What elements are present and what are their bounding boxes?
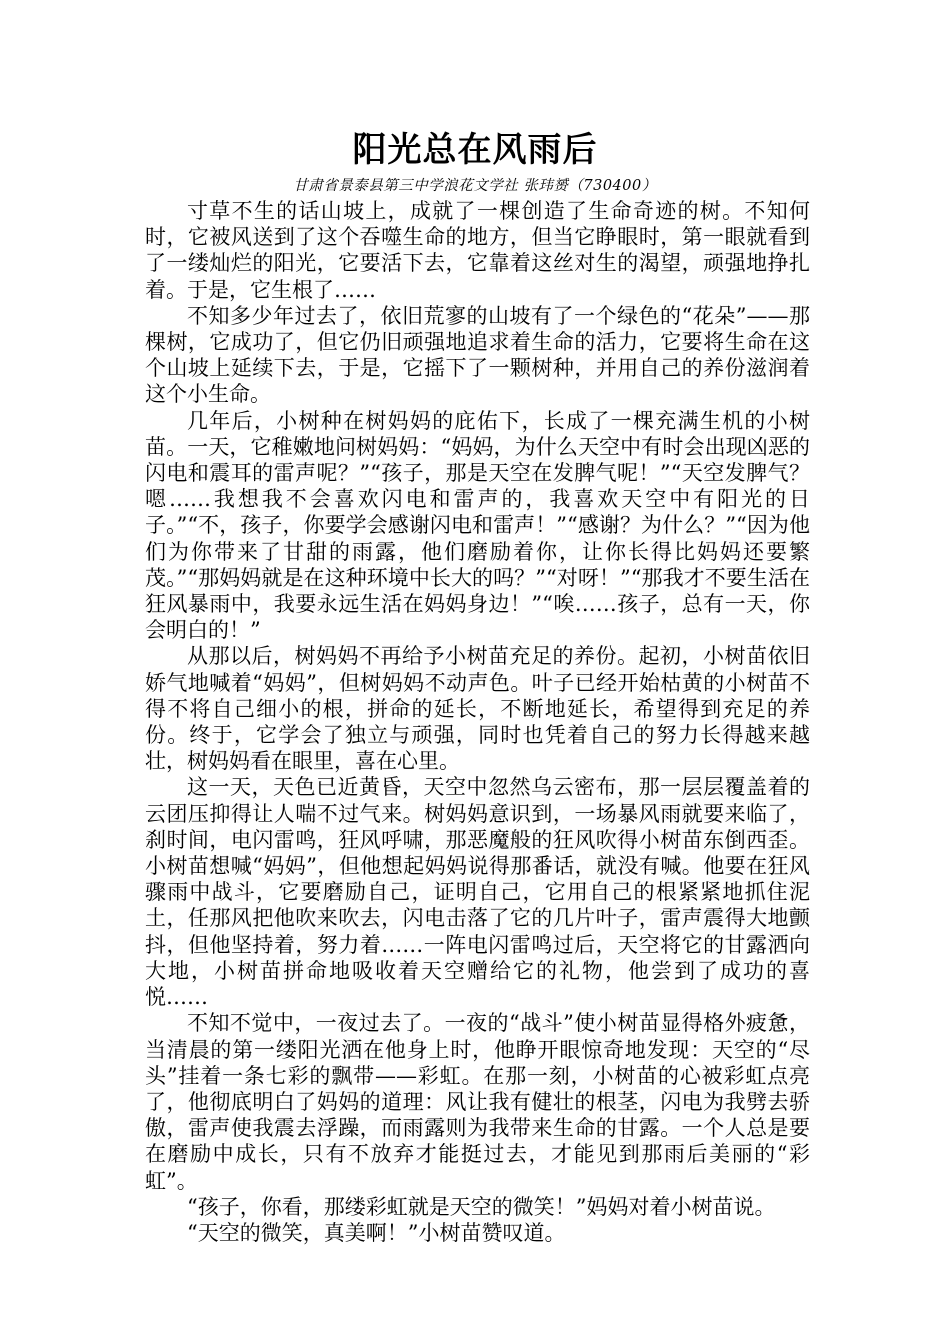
paragraph: “孩子，你看，那缕彩虹就是天空的微笑！”妈妈对着小树苗说。 (187, 1194, 776, 1219)
paragraph: 不知不觉中，一夜过去了。一夜的“战斗”使小树苗显得格外疲惫，当清晨的第一缕阳光洒在他身上时，他睁开眼惊奇地发现：天空的“尽头”挂着一条七彩的飘带——彩虹。在那一刻，小树苗的心被彩虹点亮了，他彻底明白了妈妈的道理：风让我有健壮的根茎，闪电为我劈去骄傲，雷声使我震去浮躁，而雨露则为我带来生命的甘露。一个人总是要在磨励中成长，只有不放弃才能挺过去，才能见到那雨后美丽的“彩虹”。 (145, 1011, 810, 1193)
paragraph: 寸草不生的话山坡上，成就了一棵创造了生命奇迹的树。不知何时，它被风送到了这个吞噬生命的地方，但当它睁眼时，第一眼就看到了一缕灿烂的阳光，它要活下去，它靠着这丝对生的渴望，顽强地挣扎着。于是，它生根了…… (145, 199, 810, 302)
paragraph: 从那以后，树妈妈不再给予小树苗充足的养份。起初，小树苗依旧娇气地喊着“妈妈”，但树妈妈不动声色。叶子已经开始枯黄的小树苗不得不将自己细小的根，拼命的延长，不断地延长，希望得到充足的养份。终于，它学会了独立与顽强，同时也凭着自己的努力长得越来越壮，树妈妈看在眼里，喜在心里。 (145, 644, 810, 774)
paragraph: 几年后，小树种在树妈妈的庇佑下，长成了一棵充满生机的小树苗。一天，它稚嫩地问树妈妈：“妈妈，为什么天空中有时会出现凶恶的闪电和震耳的雷声呢？”“孩子，那是天空在发脾气呢！”“天空发脾气？嗯……我想我不会喜欢闪电和雷声的，我喜欢天空中有阳光的日子。”“不，孩子，你要学会感谢闪电和雷声！”“感谢？为什么？”“因为他们为你带来了甘甜的雨露，他们磨励着你，让你长得比妈妈还要繁茂。”“那妈妈就是在这种环境中长大的吗？”“对呀！”“那我才不要生活在狂风暴雨中，我要永远生活在妈妈身边！”“唉……孩子，总有一天，你会明白的！” (145, 408, 810, 643)
paragraph: 不知多少年过去了，依旧荒寥的山坡有了一个绿色的“花朵”——那棵树，它成功了，但它仍旧顽强地追求着生命的活力，它要将生命在这个山坡上延续下去，于是，它摇下了一颗树种，并用自己的养份滋润着这个小生命。 (145, 303, 810, 407)
document-byline: 甘肃省景泰县第三中学浪花文学社 张玮赟（730400） (293, 178, 657, 194)
document-title: 阳光总在风雨后 (352, 130, 598, 170)
paragraph: “天空的微笑，真美啊！”小树苗赞叹道。 (187, 1220, 566, 1245)
paragraph: 这一天，天色已近黄昏，天空中忽然乌云密布，那一层层覆盖着的云团压抑得让人喘不过气来。树妈妈意识到，一场暴风雨就要来临了，刹时间，电闪雷鸣，狂风呼啸，那恶魔般的狂风吹得小树苗东倒西歪。小树苗想喊“妈妈”，但他想起妈妈说得那番话，就没有喊。他要在狂风骤雨中战斗，它要磨励自己，证明自己，它用自己的根紧紧地抓住泥土，任那风把他吹来吹去，闪电击落了它的几片叶子，雷声震得大地颤抖，但他坚持着，努力着……一阵电闪雷鸣过后，天空将它的甘露洒向大地，小树苗拼命地吸收着天空赠给它的礼物，他尝到了成功的喜悦…… (145, 775, 810, 1010)
document-body (145, 198, 810, 1246)
